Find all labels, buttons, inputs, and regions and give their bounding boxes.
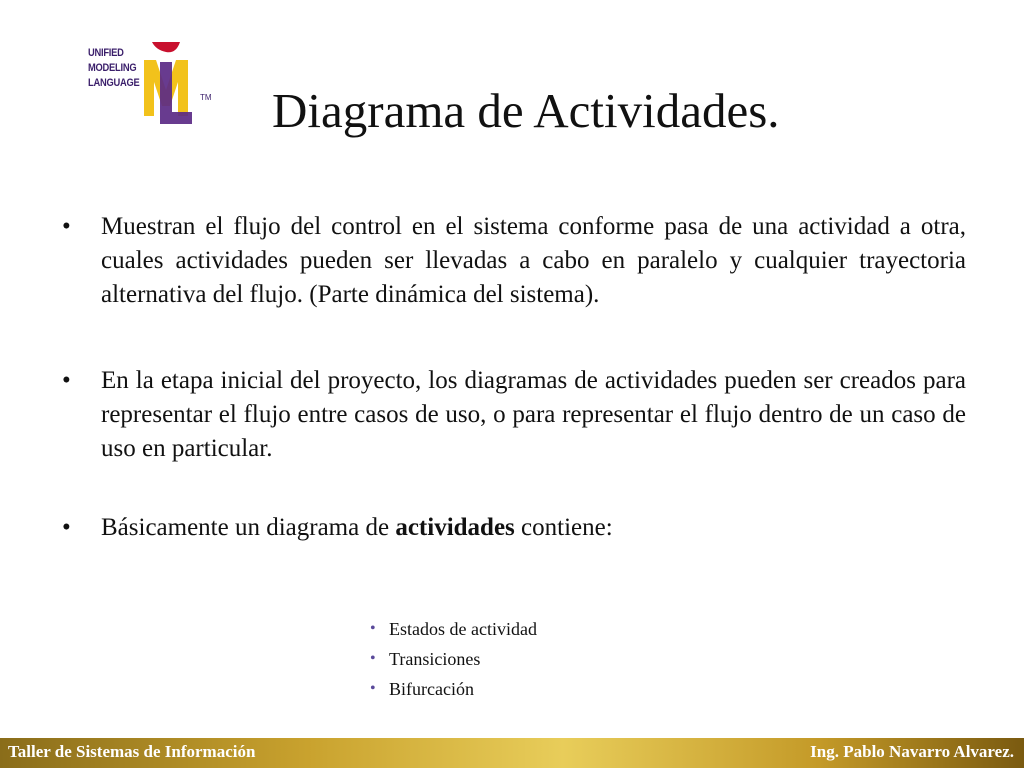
sub-item xyxy=(370,674,537,704)
bullet-text-after: contiene: xyxy=(514,514,613,541)
bullet-text-before: Básicamente un diagrama de xyxy=(101,514,396,541)
bullet-item xyxy=(62,511,966,545)
footer-course: Taller de Sistemas de Información xyxy=(8,742,256,761)
uml-logo-icon xyxy=(140,42,218,128)
footer-bar xyxy=(0,738,1024,768)
sub-item-text: Transiciones xyxy=(389,649,481,669)
main-bullet-list xyxy=(62,210,966,545)
sub-item-text: Bifurcación xyxy=(389,679,474,699)
sub-bullet-list xyxy=(370,614,537,704)
logo-line-language: LANGUAGE xyxy=(88,77,140,89)
sub-item-text: Estados de actividad xyxy=(389,619,537,639)
bullet-item xyxy=(62,210,966,312)
sub-bullet-dot: • xyxy=(370,620,376,637)
bullet-text-bold: actividades xyxy=(395,514,515,541)
logo-line-unified: UNIFIED xyxy=(88,47,124,59)
bullet-dot: • xyxy=(62,213,71,240)
bullet-text: Muestran el flujo del control en el sistema conforme pasa de una actividad a otra, cuales actividades pueden ser llevadas a cabo en paralelo y cualquier trayectoria alternativa del flujo. (Parte dinámica del sistema). xyxy=(101,213,966,308)
bullet-dot: • xyxy=(62,514,71,541)
logo-text xyxy=(88,46,146,91)
trademark-text: TM xyxy=(200,93,212,102)
uml-logo xyxy=(88,42,218,128)
bullet-item xyxy=(62,364,966,466)
sub-item xyxy=(370,644,537,674)
footer-author: Ing. Pablo Navarro Alvarez. xyxy=(810,742,1014,761)
sub-item xyxy=(370,614,537,644)
logo-line-modeling: MODELING xyxy=(88,62,137,74)
sub-bullet-dot: • xyxy=(370,680,376,697)
bullet-text: En la etapa inicial del proyecto, los diagramas de actividades pueden ser creados para representar el flujo entre casos de uso, o para representar el flujo dentro de un caso de uso en particular. xyxy=(101,367,966,462)
bullet-dot: • xyxy=(62,367,71,394)
sub-bullet-dot: • xyxy=(370,650,376,667)
slide-title: Diagrama de Actividades. xyxy=(272,83,780,138)
